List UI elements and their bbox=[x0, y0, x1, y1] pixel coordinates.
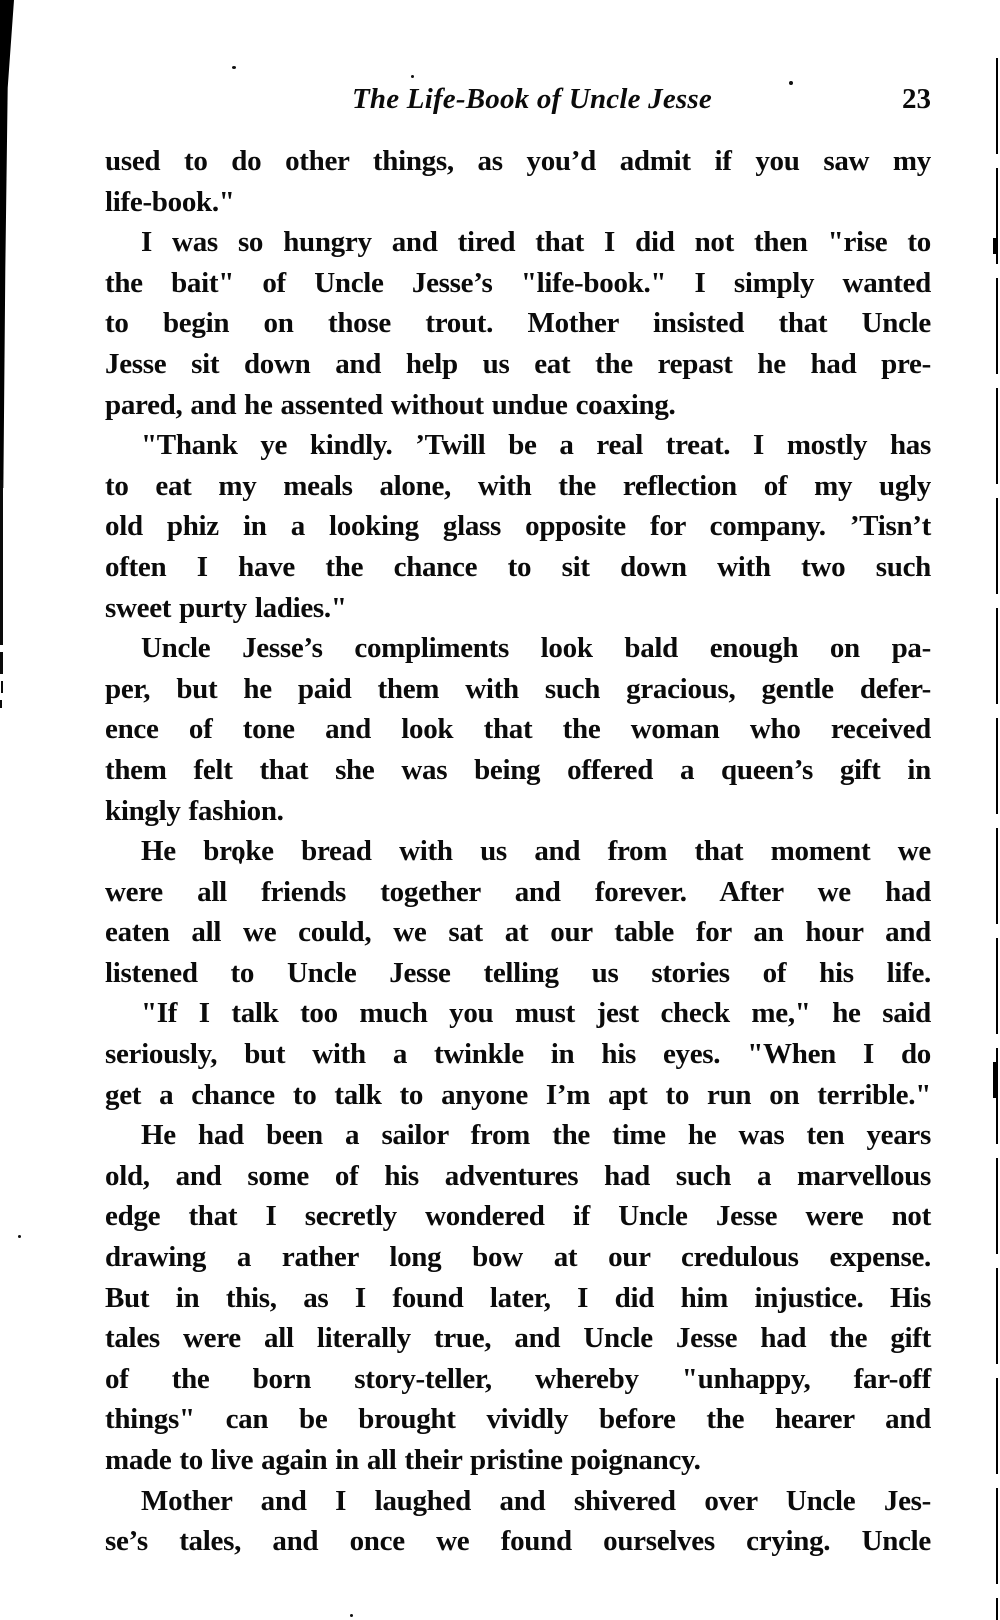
text-line: Jesse sit down and help us eat the repast he had pre- bbox=[105, 347, 931, 380]
text-line: to begin on those trout. Mother insisted that Uncle bbox=[105, 307, 931, 340]
text-line: He had been a sailor from the time he was ten years bbox=[141, 1119, 931, 1152]
text-line: seriously, but with a twinkle in his eyes. "When I do bbox=[105, 1038, 931, 1071]
text-line: often I have the chance to sit down with two such bbox=[105, 550, 931, 583]
page-header bbox=[105, 82, 931, 118]
page-number: 23 bbox=[902, 83, 931, 115]
text-line: old phiz in a looking glass opposite for company. ’Tisn’t bbox=[105, 510, 931, 543]
scan-artifact-left-line bbox=[0, 480, 3, 645]
scan-speck bbox=[350, 1614, 353, 1617]
text-line: se’s tales, and once we found ourselves crying. Uncle bbox=[105, 1525, 931, 1558]
text-line: per, but he paid them with such gracious, gentle defer- bbox=[105, 672, 931, 705]
scan-artifact-left-bar bbox=[0, 0, 14, 488]
text-line: "If I talk too much you must jest check me," he said bbox=[141, 997, 931, 1030]
text-line: made to live again in all their pristine poignancy. bbox=[105, 1444, 701, 1476]
text-line: edge that I secretly wondered if Uncle Jesse were not bbox=[105, 1200, 931, 1233]
running-title: The Life-Book of Uncle Jesse bbox=[352, 83, 712, 115]
text-line: to eat my meals alone, with the reflection of my ugly bbox=[105, 469, 931, 502]
text-line: He broke bread with us and from that moment we bbox=[141, 835, 931, 868]
text-line: I was so hungry and tired that I did not then "rise to bbox=[141, 226, 931, 259]
text-line: eaten all we could, we sat at our table for an hour and bbox=[105, 916, 931, 949]
scan-speck bbox=[232, 66, 236, 69]
text-line: listened to Uncle Jesse telling us stories of his life. bbox=[105, 956, 931, 989]
page-body bbox=[105, 141, 931, 1562]
text-line: tales were all literally true, and Uncle Jesse had the gift bbox=[105, 1322, 931, 1355]
text-line: "Thank ye kindly. ’Twill be a real treat. I mostly has bbox=[141, 429, 931, 462]
scan-artifact-right-line bbox=[996, 58, 998, 1620]
text-line: old, and some of his adventures had such a marvellous bbox=[105, 1159, 931, 1192]
text-line: ence of tone and look that the woman who received bbox=[105, 713, 931, 746]
text-line: used to do other things, as you’d admit if you saw my bbox=[105, 145, 931, 177]
scan-artifact-mark bbox=[993, 1062, 997, 1098]
scan-artifact-mark bbox=[993, 238, 996, 254]
scan-speck bbox=[411, 75, 414, 78]
text-line: get a chance to talk to anyone I’m apt to run on terrible." bbox=[105, 1078, 931, 1111]
text-line: kingly fashion. bbox=[105, 794, 284, 827]
text-line: them felt that she was being offered a queen’s gift in bbox=[105, 753, 931, 786]
text-line: sweet purty ladies." bbox=[105, 591, 347, 624]
scan-speck bbox=[18, 1235, 21, 1238]
scan-artifact-dash bbox=[0, 652, 3, 674]
scan-artifact-dash bbox=[1, 681, 3, 693]
text-line: the bait" of Uncle Jesse’s "life-book." I simply wanted bbox=[105, 266, 931, 299]
text-line: of the born story-teller, whereby "unhappy, far-off bbox=[105, 1362, 931, 1395]
text-line: were all friends together and forever. After we had bbox=[105, 875, 931, 908]
scan-artifact-dash bbox=[0, 700, 2, 708]
text-line: drawing a rather long bow at our credulous expense. bbox=[105, 1241, 931, 1274]
text-line: Uncle Jesse’s compliments look bald enough on pa- bbox=[141, 632, 931, 665]
text-line: But in this, as I found later, I did him injustice. His bbox=[105, 1281, 931, 1314]
text-line: pared, and he assented without undue coaxing. bbox=[105, 388, 676, 421]
text-line: life-book." bbox=[105, 185, 235, 218]
text-line: things" can be brought vividly before the hearer and bbox=[105, 1403, 931, 1436]
text-line: Mother and I laughed and shivered over Uncle Jes- bbox=[141, 1484, 931, 1517]
